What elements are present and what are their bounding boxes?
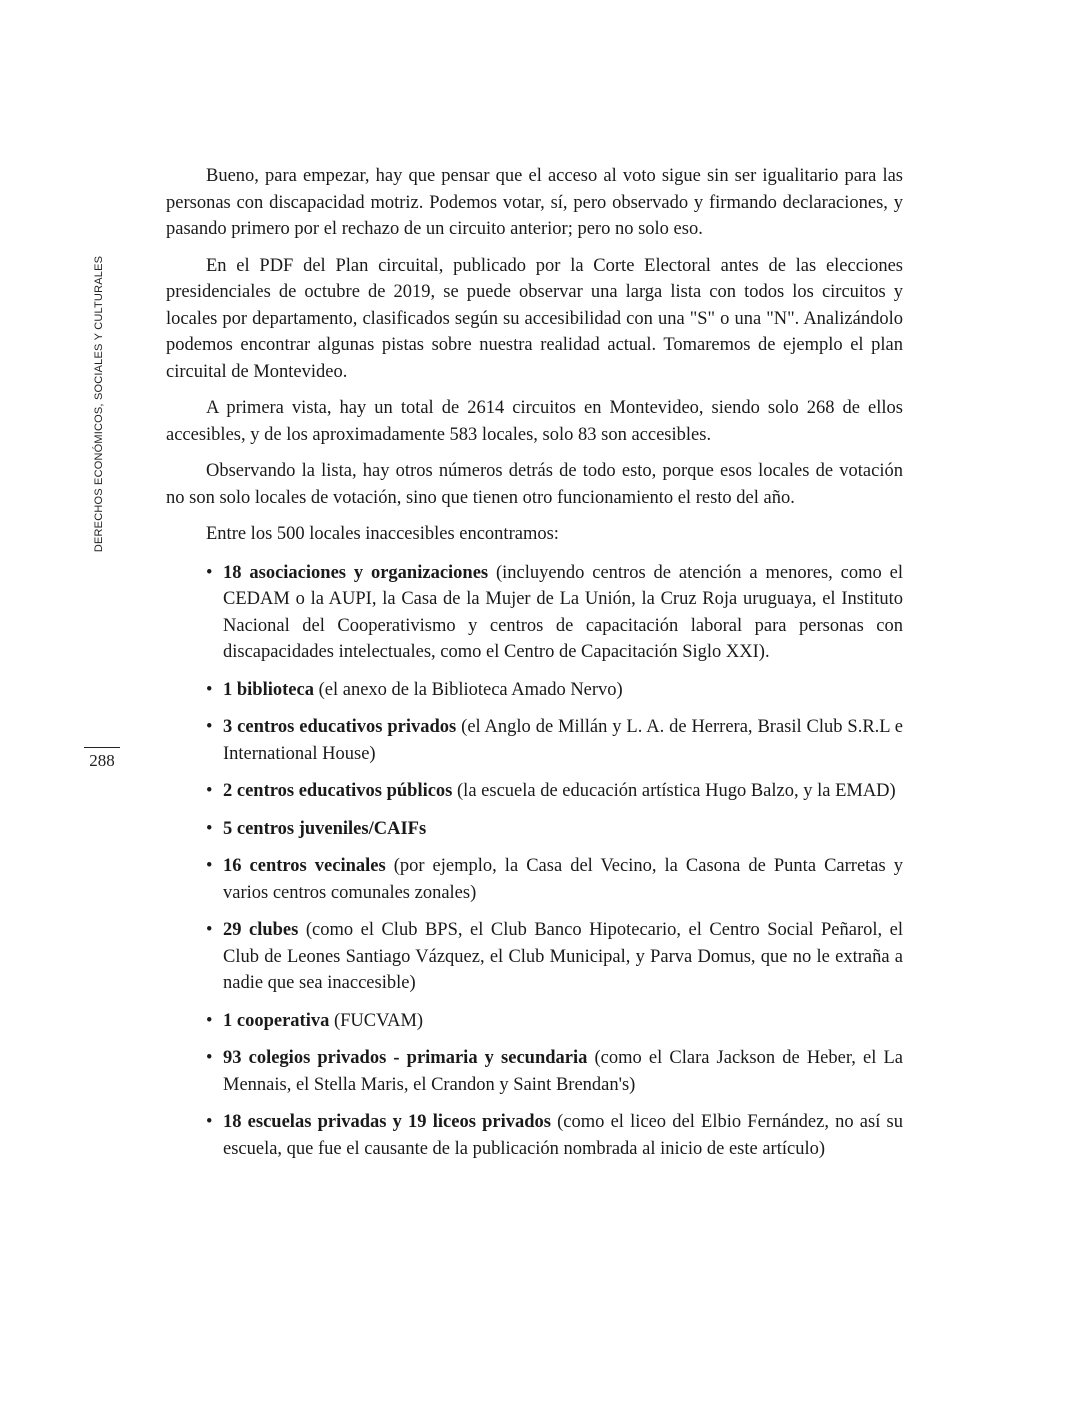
list-intro: Entre los 500 locales inaccesibles encontramos: (206, 524, 559, 544)
list-item (206, 853, 903, 906)
bullet-icon: • (206, 1048, 213, 1068)
list-item-detail: (por ejemplo, la Casa del Vecino, la Casona de Punta Carretas y varios centros comunales zonales) (223, 856, 903, 903)
list-item-detail: (como el Club BPS, el Club Banco Hipotecario, el Centro Social Peñarol, el Club de Leones Santiago Vázquez, el Club Municipal, y Parva Domus, que no le extraña a nadie que sea inaccesible) (223, 920, 903, 993)
list-item (206, 1045, 904, 1098)
list-item-count: 16 centros vecinales (223, 856, 386, 876)
list-item (206, 816, 903, 843)
bullet-icon: • (206, 1010, 213, 1031)
paragraph: Observando la lista, hay otros números detrás de todo esto, porque esos locales de votación no son solo locales de votación, sino que tienen otro funcionamiento el resto del año. (166, 461, 903, 508)
list-item (206, 714, 904, 767)
list-item (206, 917, 903, 997)
paragraph: Bueno, para empezar, hay que pensar que el acceso al voto sigue sin ser igualitario para las personas con discapacidad motriz. Podemos votar, sí, pero observado y firmando declaraciones, y pasando primero por el rechazo de un circuito anterior; pero no solo eso. (166, 166, 903, 239)
list-item (206, 677, 903, 704)
bullet-icon: • (206, 562, 213, 583)
list-item-count: 1 biblioteca (223, 679, 314, 700)
bullet-icon: • (206, 679, 213, 700)
page-number: 288 (84, 747, 120, 771)
paragraph: En el PDF del Plan circuital, publicado por la Corte Electoral antes de las elecciones presidenciales de octubre de 2019, se puede observar una larga lista con todos los circuitos y locales por departamento, clasificados según su accesibilidad con una "S" o una "N". Analizándolo podemos encontrar algunas pistas sobre nuestra realidad actual. Tomaremos de ejemplo el plan circuital de Montevideo. (166, 255, 903, 382)
bullet-icon: • (206, 818, 213, 839)
list-item-detail: (el Anglo de Millán y L. A. de Herrera, Brasil Club S.R.L e International House) (223, 717, 904, 764)
list-item-count: 18 asociaciones y organizaciones (223, 562, 489, 583)
list-item (206, 1109, 903, 1162)
paragraph: A primera vista, hay un total de 2614 circuitos en Montevideo, siendo solo 268 de ellos accesibles, y de los aproximadamente 583 locales, solo 83 son accesibles. (166, 398, 903, 445)
list-item-detail: (incluyendo centros de atención a menores, como el CEDAM o la AUPI, la Casa de la Mujer de La Unión, la Cruz Roja uruguaya, el Instituto Nacional del Cooperativismo y centros de capacitación laboral para personas con discapacidades intelectuales, como el Centro de Capacitación Siglo XXI). (223, 562, 903, 662)
inaccessible-locales-list (166, 560, 903, 1163)
bullet-icon: • (206, 920, 213, 940)
list-item-count: 2 centros educativos públicos (223, 781, 453, 801)
running-title: DERECHOS ECONÓMICOS, SOCIALES Y CULTURALES (93, 255, 105, 553)
list-item-detail: (la escuela de educación artística Hugo Balzo, y la EMAD) (452, 781, 896, 801)
list-item-count: 3 centros educativos privados (223, 717, 457, 737)
list-item-detail: (como el Clara Jackson de Heber, el La Mennais, el Stella Maris, el Crandon y Saint Brendan's) (223, 1048, 904, 1095)
list-item-detail: (el anexo de la Biblioteca Amado Nervo) (313, 679, 623, 700)
list-item (206, 778, 903, 805)
list-item-count: 93 colegios privados - primaria y secundaria (223, 1048, 588, 1068)
list-item-detail: (FUCVAM) (329, 1010, 424, 1031)
list-item-count: 29 clubes (223, 920, 299, 940)
bullet-icon: • (206, 856, 213, 876)
bullet-icon: • (206, 717, 213, 737)
bullet-icon: • (206, 781, 213, 801)
list-item-count: 18 escuelas privadas y 19 liceos privados (223, 1112, 551, 1132)
list-item-count: 5 centros juveniles/CAIFs (223, 818, 427, 839)
list-item-detail: (como el liceo del Elbio Fernández, no así su escuela, que fue el causante de la publicación nombrada al inicio de este artículo) (223, 1112, 903, 1159)
list-item (206, 1008, 903, 1035)
bullet-icon: • (206, 1112, 213, 1132)
list-item (206, 560, 903, 666)
main-text (166, 163, 903, 1173)
list-item-count: 1 cooperativa (223, 1010, 330, 1031)
